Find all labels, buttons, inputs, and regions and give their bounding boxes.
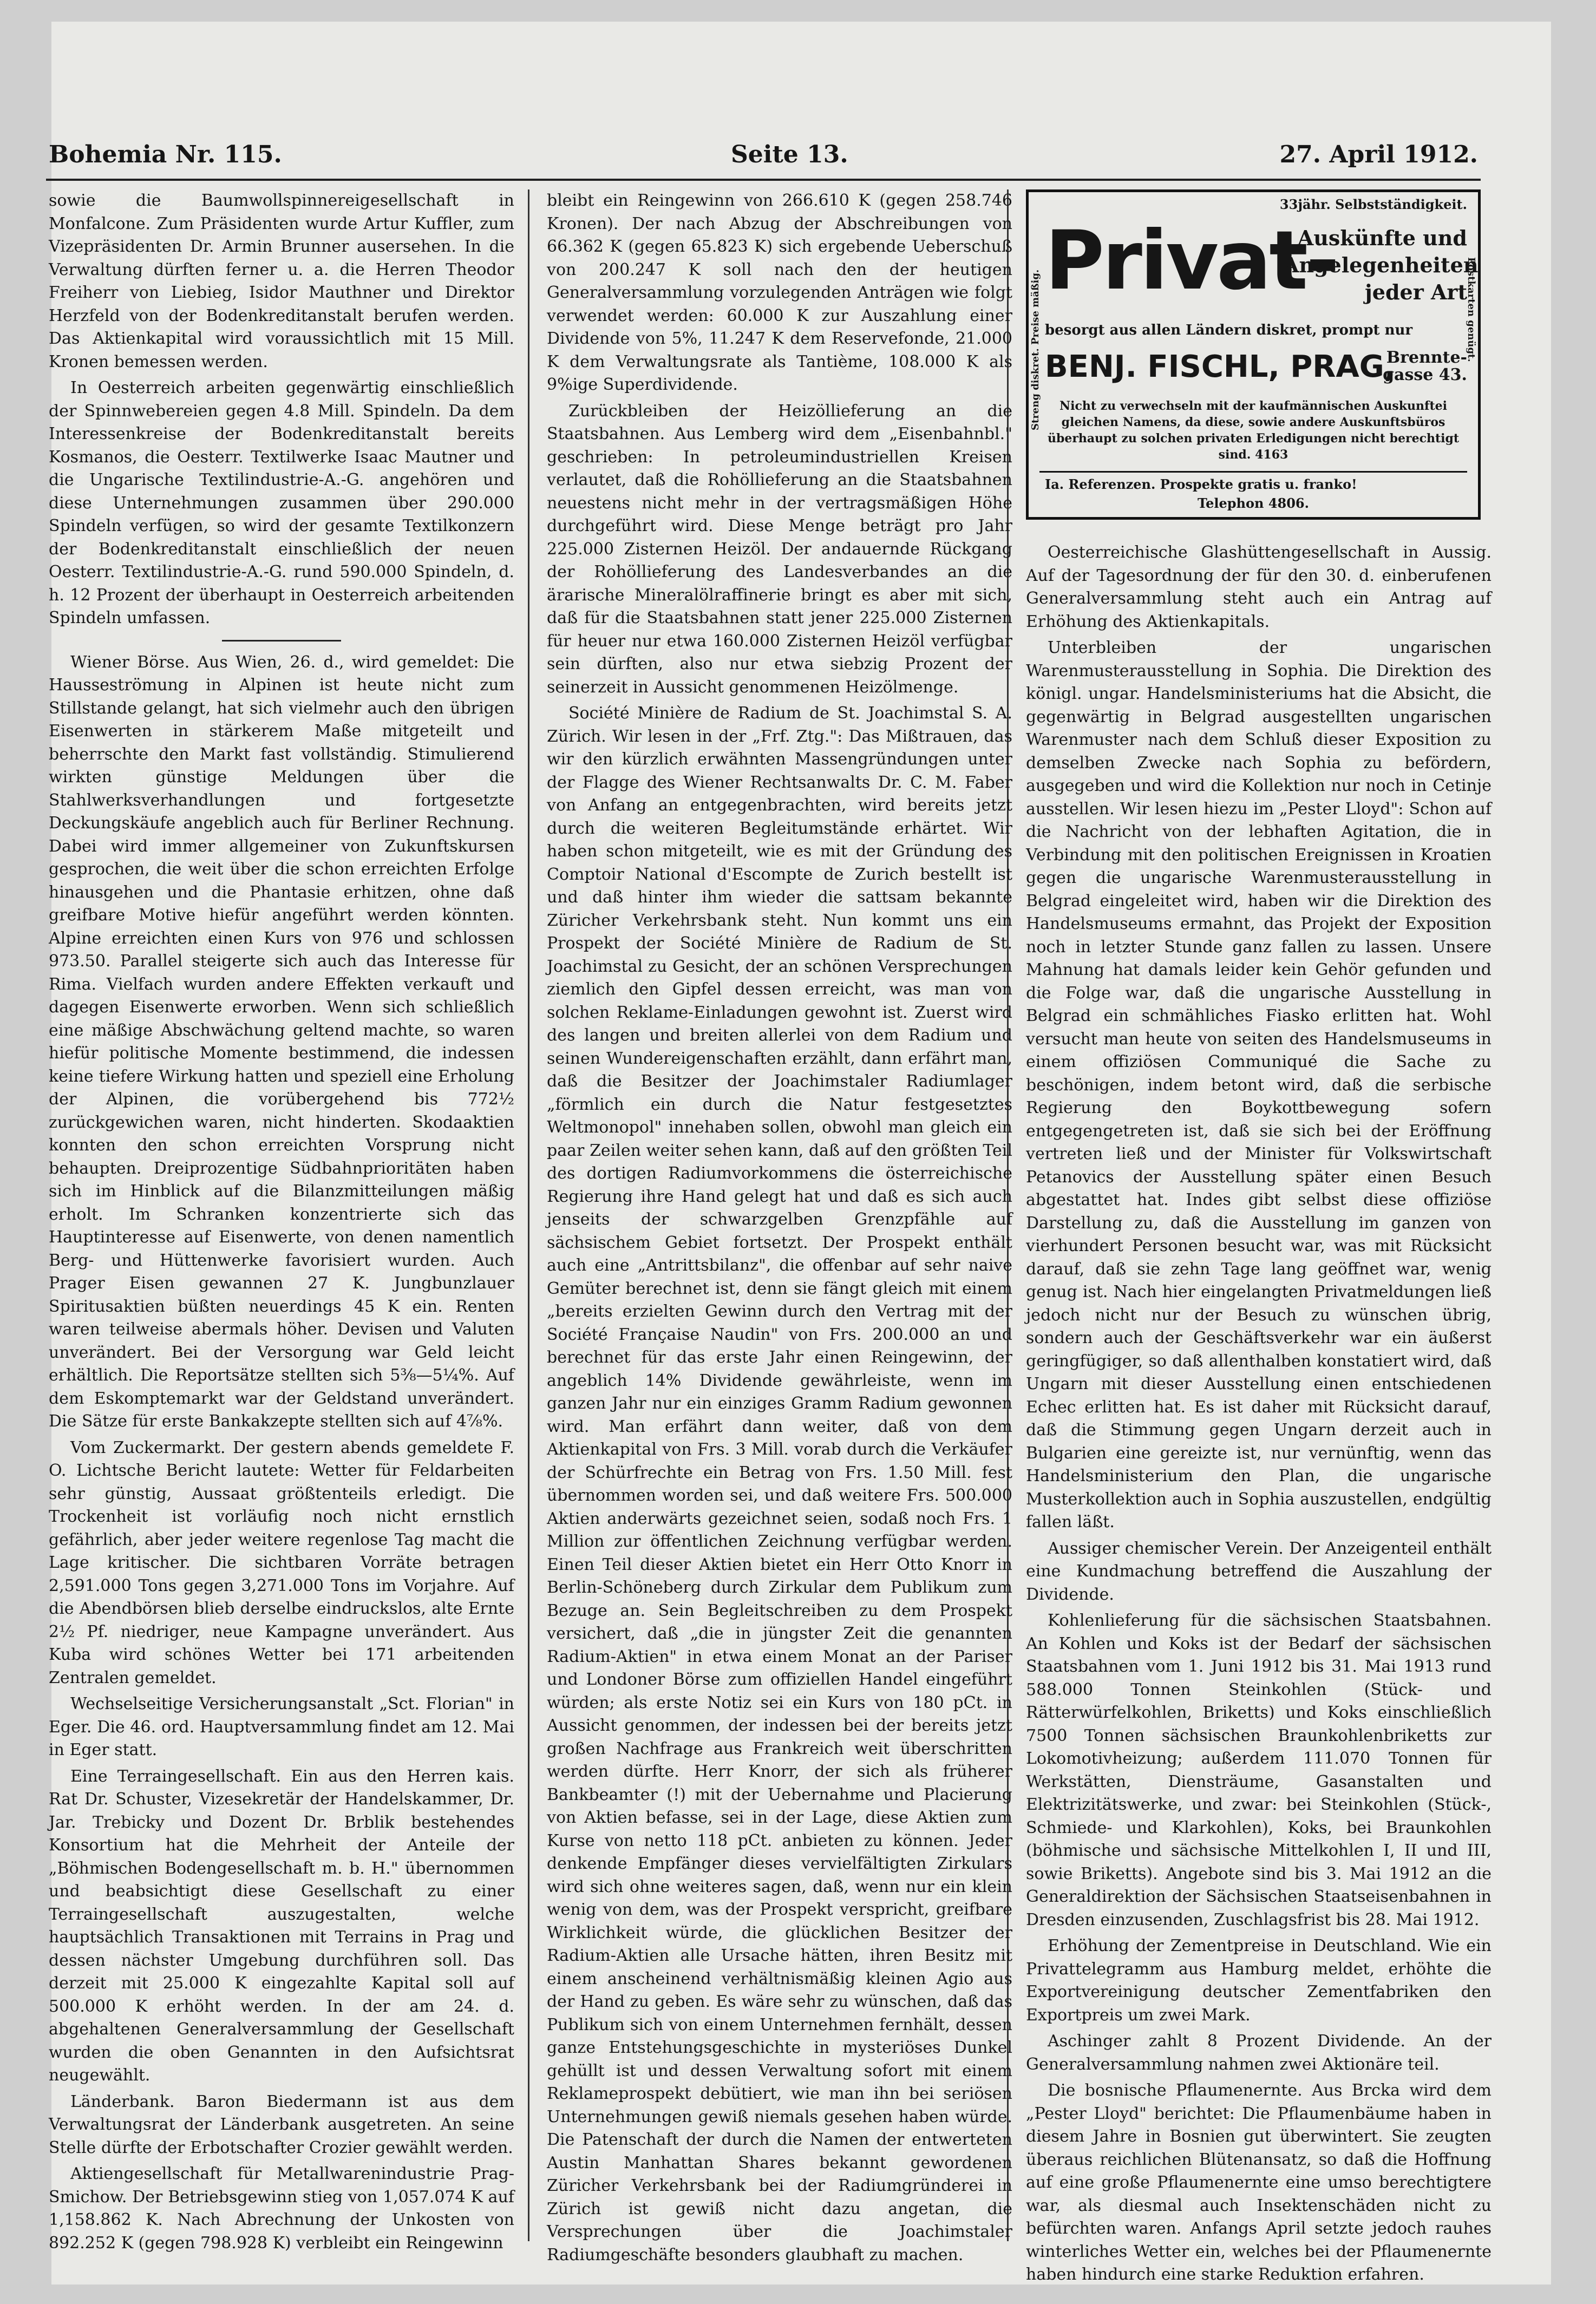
article-chemischer-verein: Aussiger chemischer Verein. Der Anzeigenteil enthält eine Kundmachung betreffend die Auszahlung der Dividende. bbox=[1026, 1539, 1492, 1604]
article-kohlenlieferung: Kohlenlieferung für die sächsischen Staatsbahnen. An Kohlen und Koks ist der Bedarf der sächsischen Staatsbahnen vom 1. Juni 1912 bis 31. Mai 1913 rund 588.000 Tonnen Steinkohlen (Stück- und Rätterwürfelkohlen, Briketts) und Koks einschließlich 7500 Tonnen sächsischen Braunkohlenbriketts zur Lokomotivheizung; außerdem 111.070 Tonnen für Werkstätten, Diensträume, Gasanstalten und Elektrizitätswerke, und zwar: bei Steinkohlen (Stück-, Schmiede- und Klarkohlen), Koks, bei Braunkohlen (böhmische und sächsische Mittelkohlen I, II und III, sowie Briketts). Angebote sind bis 3. Mai 1912 an die Generaldirektion der Sächsischen Staatseisenbahnen in Dresden einzusenden, Zuschlagsfrist bis 28. Mai 1912. bbox=[1026, 1611, 1492, 1929]
ad-side-line: Auskünfte und bbox=[1297, 226, 1467, 250]
publication-name: Bohemia Nr. 115. bbox=[49, 141, 282, 168]
section-separator bbox=[222, 640, 341, 642]
article-laenderbank: Länderbank. Baron Biedermann ist aus dem Verwaltungsrat der Länderbank ausgetreten. An seine Stelle dürfte der Erbotschafter Crozier gewählt werden. bbox=[49, 2092, 514, 2157]
article-zementpreise: Erhöhung der Zementpreise in Deutschland. Wie ein Privattelegramm aus Hamburg meldet, erhöhte die Exportvereinigung deutscher Zementfabriken den Exportpreis um zwei Mark. bbox=[1026, 1936, 1492, 2025]
article-aschinger: Aschinger zahlt 8 Prozent Dividende. An der Generalversammlung nahmen zwei Aktionäre teil. bbox=[1026, 2032, 1492, 2074]
ad-side-text bbox=[1283, 225, 1479, 306]
article-paragraph: In Oesterreich arbeiten gegenwärtig einschließlich der Spinnwebereien gegen 4.8 Mill. Spindeln. Da dem Interessenkreise der Bodenkreditanstalt bereits Kosmanos, die Oesterr. Textilwerke Isaac Mautner und die Ungarische Textilindustrie-A.-G. angehören und diese Unternehmungen zusammen über 290.000 Spindeln verfügen, so wird der gesamte Textilkonzern der Bodenkreditanstalt einschließlich der neuen Oesterr. Textilindustrie-A.-G. rund 590.000 Spindeln, d. h. 12 Prozent der überhaupt in Oesterreich arbeitenden Spindeln umfassen. bbox=[49, 378, 514, 627]
ad-address bbox=[1383, 349, 1467, 384]
article-versicherungsanstalt: Wechselseitige Versicherungsanstalt „Sct. Florian" in Eger. Die 46. ord. Hauptversammlung findet am 12. Mai in Eger statt. bbox=[49, 1694, 514, 1759]
article-paragraph: bleibt ein Reingewinn von 266.610 K (gegen 258.746 Kronen). Der nach Abzug der Abschreibungen von 66.362 K (gegen 65.823 K) sich ergebende Ueberschuß von 200.247 K soll nach den der heutigen Generalversammlung vorzulegenden Anträgen wie folgt verwendet werden: 60.000 K zur Auszahlung einer Dividende von 5%, 11.247 K dem Reservefonde, 21.000 K dem Verwaltungsrate als Tantième, 108.000 K als 9%ige Superdividende. bbox=[547, 191, 1012, 394]
page-number: Seite 13. bbox=[731, 141, 848, 168]
ad-telephone: Telephon 4806. bbox=[1198, 495, 1309, 511]
advertisement-privat bbox=[1026, 189, 1481, 520]
ad-rule bbox=[1039, 471, 1467, 473]
page-header bbox=[49, 135, 1478, 179]
ad-service-line: besorgt aus allen Ländern diskret, prompt nur bbox=[1045, 322, 1413, 338]
ad-address-line: gasse 43. bbox=[1383, 365, 1467, 384]
ad-tagline: 33jähr. Selbstständigkeit. bbox=[1279, 197, 1467, 212]
article-terraingesellschaft: Eine Terraingesellschaft. Ein aus den Herren kais. Rat Dr. Schuster, Vizesekretär der Handelskammer, Dr. Jar. Trebicky und Dozent Dr. Brblik bestehendes Konsortium hat die Mehrheit der Anteile der „Böhmischen Bodengesellschaft m. b. H." übernommen und beabsichtigt diese Gesellschaft zu einer Terraingesellschaft auszugestalten, welche hauptsächlich Transaktionen mit Terrains in Prag und dessen nächster Umgebung durchführen soll. Das derzeit mit 25.000 K eingezahlte Kapital soll auf 500.000 K erhöht werden. In der am 24. d. abgehaltenen Generalversammlung der Gesellschaft wurden die oben Genannten in den Aufsichtsrat neugewählt. bbox=[49, 1766, 514, 2085]
article-glashuetten: Oesterreichische Glashüttengesellschaft in Aussig. Auf der Tagesordnung der für den 30. d. einberufenen Generalversammlung steht auch ein Antrag auf Erhöhung des Aktienkapitals. bbox=[1026, 543, 1492, 631]
column-2 bbox=[547, 189, 1012, 2264]
ad-vertical-text-left: Streng diskret. Preise mäßig. bbox=[1030, 269, 1041, 430]
ad-side-line: jeder Art bbox=[1365, 280, 1467, 304]
column-1 bbox=[49, 189, 514, 2253]
article-pflaumenernte: Die bosnische Pflaumenernte. Aus Brcka wird dem „Pester Lloyd" berichtet: Die Pflaumenbäume haben in diesem Jahre in Bosnien gut überwintert. Sie zeugten überaus reichlichen Blütenansatz, so daß die Hoffnung auf eine große Pflaumenernte eine umso berechtigtere war, als diesmal auch Insektenschäden nicht zu befürchten waren. Anfangs April setzte jedoch rauhes winterliches Wetter ein, welches bei der Pflaumenernte haben hindurch eine starke Reduktion erfahren. bbox=[1026, 2081, 1492, 2284]
ad-side-line: Angelegenheiten bbox=[1283, 253, 1479, 277]
article-heizoellieferung: Zurückbleiben der Heizöllieferung an die Staatsbahnen. Aus Lemberg wird dem „Eisenbahnbl." geschrieben: In petroleumindustriellen Kreisen verlautet, daß die Rohöllieferung an die Staatsbahnen neuestens nicht mehr in der vertragsmäßigen Höhe durchgeführt wird. Diese Menge beträgt pro Jahr 225.000 Zisternen Heizöl. Der andauernde Rückgang der Rohöllieferung des Landesverbandes an die ärarische Mineralölraffinerie bringt es aber mit sich, daß für die Staatsbahnen statt jener 225.000 Zisternen für heuer nur etwa 160.000 Zisternen Heizöl verfügbar sein dürften, also nur etwa siebzig Prozent der seinerzeit in Aussicht genommenen Heizölmenge. bbox=[547, 401, 1012, 697]
ad-references: Ia. Referenzen. Prospekte gratis u. franko! bbox=[1045, 476, 1357, 492]
ad-disclaimer: Nicht zu verwechseln mit der kaufmännischen Auskunftei gleichen Namens, da diese, sowie andere Auskunftsbüros überhaupt zu solchen privaten Erledigungen nicht berechtigt sind. 4163 bbox=[1047, 399, 1460, 462]
ad-address-line: Brennte- bbox=[1386, 348, 1467, 367]
ad-headline: Privat- bbox=[1045, 214, 1338, 308]
ad-vertical-text-right: Postkarten genügt. bbox=[1466, 257, 1477, 362]
header-rule bbox=[46, 179, 1481, 181]
column-3 bbox=[1026, 541, 1492, 2284]
article-warenmusterausstellung: Unterbleiben der ungarischen Warenmusterausstellung in Sophia. Die Direktion des königl. ungar. Handelsministeriums hat die Absicht, die gegenwärtig in Belgrad ausgestellten ungarischen Warenmuster nach dem Schluß dieser Exposition zu demselben Zwecke nach Sophia zu befördern, ausgegeben und wird die Kollektion nur noch in Cetinje ausstellen. Wir lesen hiezu im „Pester Lloyd": Schon auf die Nachricht von der lebhaften Agitation, die in Verbindung mit den politischen Ereignissen in Kroatien gegen die ungarische Warenmusterausstellung in Belgrad eingeleitet wird, haben wir die Direktion des Handelsmuseums ermahnt, das Projekt der Exposition noch in letzter Stunde ganz fallen zu lassen. Unsere Mahnung hat damals leider kein Gehör gefunden und die Folge war, daß die ungarische Ausstellung in Belgrad ein schmähliches Fiasko erlitten hat. Wohl versucht man heute von seiten des Handelsmuseums in einem offiziösen Communiqué die Sache zu beschönigen, indem betont wird, daß die serbische Regierung den Boykottbewegung sofern entgegengetreten ist, daß sie sich bei der Eröffnung vertreten ließ und der Minister für Volkswirtschaft Petanovics der Ausstellung später einen Besuch abgestattet hat. Indes gibt selbst diese offiziöse Darstellung zu, daß die Ausstellung im ganzen von vierhundert Personen besucht war, was mit Rücksicht darauf, daß sie zehn Tage lang geöffnet war, wenig genug ist. Nach hier eingelangten Privatmeldungen ließ jedoch nicht nur der Besuch zu wünschen übrig, sondern auch der Geschäftsverkehr war ein äußerst geringfügiger, so daß allenthalben konstatiert wird, daß Ungarn mit dieser Ausstellung einen entschiedenen Echec erlitten hat. Es ist daher mit Rücksicht darauf, daß die Stimmung gegen Ungarn derzeit auch in Bulgarien eine gereizte ist, nur vernünftig, wenn das Handelsministerium den Plan, die ungarische Musterkollektion auch in Sophia auszustellen, endgültig fallen läßt. bbox=[1026, 638, 1492, 1531]
issue-date: 27. April 1912. bbox=[1279, 141, 1478, 168]
article-metallwarenindustrie: Aktiengesellschaft für Metallwarenindustrie Prag-Smichow. Der Betriebsgewinn stieg von 1,057.074 K auf 1,158.862 K. Nach Abrechnung der Unkosten von 892.252 K (gegen 798.928 K) verbleibt ein Reingewinn bbox=[49, 2164, 514, 2253]
article-radium: Société Minière de Radium de St. Joachimstal S. A. Zürich. Wir lesen in der „Frf. Ztg.": Das Mißtrauen, das wir den kürzlich erwähnten Massengründungen unter der Flagge des Wiener Rechtsanwalts Dr. C. M. Faber von Anfang an entgegenbrachten, wird bereits jetzt durch die weiteren Begleitumstände erhärtet. Wir haben schon mitgeteilt, wie es mit der Gründung des Comptoir National d'Escompte de Zurich bestellt ist und daß hinter ihm wieder die sattsam bekannte Züricher Verkehrsbank steht. Nun kommt uns ein Prospekt der Société Minière de Radium de St. Joachimstal zu Gesicht, der an schönen Versprechungen ziemlich den Gipfel dessen erreicht, was man von solchen Reklame-Einladungen gewohnt ist. Zuerst wird des langen und breiten allerlei von dem Radium und seinen Wundereigenschaften erzählt, dann erfährt man, daß die Besitzer der Joachimstaler Radiumlager „förmlich ein durch die Natur festgesetztes Weltmonopol" innehaben sollen, obwohl man gleich ein paar Zeilen weiter sehen kann, daß auf den größten Teil des dortigen Radiumvorkommens die österreichische Regierung ihre Hand gelegt hat und daß es sich auch jenseits der schwarzgelben Grenzpfähle auf sächsischem Gebiet fortsetzt. Der Prospekt enthält auch eine „Antrittsbilanz", die offenbar auf sehr naive Gemüter berechnet ist, denn sie fängt gleich mit einem „bereits erzielten Gewinn durch den Vertrag mit der Société Française Naudin" von Frs. 200.000 an und berechnet für das erste Jahr einen Reingewinn, der angeblich 14% Dividende gewährleiste, wenn im ganzen Jahr nur ein einziges Gramm Radium gewonnen wird. Man erfährt dann weiter, daß von dem Aktienkapital von Frs. 3 Mill. vorab durch die Verkäufer der Schürfrechte ein Betrag von Frs. 1.50 Mill. fest übernommen worden sei, und daß weitere Frs. 500.000 Aktien anderwärts gezeichnet seien, sodaß noch Frs. 1 Million zur öffentlichen Zeichnung verfügbar werden. Einen Teil dieser Aktien bietet ein Herr Otto Knorr in Berlin-Schöneberg durch Zirkular dem Publikum zum Bezuge an. Sein Begleitschreiben zu dem Prospekt versichert, daß „die in jüngster Zeit die genannten Radium-Aktien" in etwa einem Monat an der Pariser und Londoner Börse zum offiziellen Handel eingeführt würden; als erste Notiz sei ein Kurs von 180 pCt. in Aussicht genommen, der indessen bei der bereits jetzt großen Nachfrage aus Frankreich weit überschritten werden dürfte. Herr Knorr, der sich als früherer Bankbeamter (!) mit der Uebernahme und Placierung von Aktien befasse, sei in der Lage, diese Aktien zum Kurse von netto 118 pCt. anbieten zu können. Jeder denkende Empfänger dieses vervielfältigten Zirkulars wird sich ohne weiteres sagen, daß, wenn nur ein klein wenig von dem, was der Prospekt verspricht, greifbare Wirklichkeit würde, die glücklichen Besitzer der Radium-Aktien alle Ursache hätten, ihren Besitz mit einem anscheinend verhältnismäßig kleinen Agio aus der Hand zu geben. Es wäre sehr zu wünschen, daß das Publikum sich von einem Unternehmen fernhält, dessen ganze Entstehungsgeschichte in mysteriöses Dunkel gehüllt ist und dessen Verwaltung sofort mit einem Reklameprospekt debütiert, wie man ihn bei seriösen Unternehmungen gewiß niemals gesehen haben würde. Die Patenschaft der durch die Namen der entwerteten Austin Manhattan Shares bekannt gewordenen Züricher Verkehrsbank bei der Radiumgründerei in Zürich ist gewiß nicht dazu angetan, die Versprechungen über die Joachimstaler Radiumgeschäfte besonders glaubhaft zu machen. bbox=[547, 704, 1012, 2264]
article-wiener-boerse: Wiener Börse. Aus Wien, 26. d., wird gemeldet: Die Hausseströmung in Alpinen ist heute nicht zum Stillstande gelangt, hat sich vielmehr auch den übrigen Eisenwerten in stärkerem Maße mitgeteilt und beherrschte den Markt fast vollständig. Stimulierend wirkten günstige Meldungen über die Stahlwerksverhandlungen und fortgesetzte Deckungskäufe angeblich auch für Berliner Rechnung. Dabei wird immer allgemeiner von Zukunftskursen gesprochen, die weit über die schon erreichten Erfolge hinausgehen und die Phantasie erhitzen, ohne daß greifbare Motive hiefür angeführt werden könnten. Alpine erreichten einen Kurs von 976 und schlossen 973.50. Parallel steigerte sich auch das Interesse für Rima. Vielfach wurden andere Effekten verkauft und dagegen Eisenwerte erworben. Wenn sich schließlich eine mäßige Abschwächung geltend machte, so waren hiefür politische Momente bestimmend, die indessen keine tiefere Wirkung hatten und speziell eine Erholung der Alpinen, die vorübergehend bis 772½ zurückgewichen waren, nicht hinderten. Skodaaktien konnten den schon erreichten Vorsprung nicht behaupten. Dreiprozentige Südbahnprioritäten haben sich im Hinblick auf die Bilanzmitteilungen mäßig erholt. Im Schranken konzentrierte sich das Hauptinteresse auf Eisenwerte, von denen namentlich Berg- und Hüttenwerke favorisiert wurden. Auch Prager Eisen gewannen 27 K. Jungbunzlauer Spiritusaktien büßten neuerdings 45 K ein. Renten waren teilweise abermals höher. Devisen und Valuten unverändert. Bei der Versorgung war Geld leicht erhältlich. Die Reportsätze stellten sich 5⅜—5¼%. Auf dem Eskomptemarkt war der Geldstand unverändert. Die Sätze für erste Bankakzepte stellten sich auf 4⅞%. bbox=[49, 652, 514, 1431]
ad-company-name: BENJ. FISCHL, PRAG, bbox=[1045, 349, 1396, 384]
column-divider bbox=[528, 189, 529, 2241]
article-paragraph: sowie die Baumwollspinnereigesellschaft in Monfalcone. Zum Präsidenten wurde Artur Kuffler, zum Vizepräsidenten Dr. Armin Brunner ausersehen. In die Verwaltung dürften ferner u. a. die Herren Theodor Freiherr von Liebieg, Isidor Mauthner und Direktor Herzfeld von der Bodenkreditanstalt berufen werden. Das Aktienkapital wird voraussichtlich mit 15 Mill. Kronen bemessen werden. bbox=[49, 191, 514, 371]
article-zuckermarkt: Vom Zuckermarkt. Der gestern abends gemeldete F. O. Lichtsche Bericht lautete: Wetter für Feldarbeiten sehr günstig, Aussaat größtenteils erledigt. Die Trockenheit ist vorläufig noch nicht ernstlich gefährlich, aber jeder weitere regenlose Tag macht die Lage kritischer. Die sichtbaren Vorräte betragen 2,591.000 Tons gegen 3,271.000 Tons im Vorjahre. Auf die Abendbörsen blieb derselbe eindruckslos, alte Ernte 2½ Pf. niedriger, neue Kampagne unverändert. Aus Kuba wird schönes Wetter bei 171 arbeitenden Zentralen gemeldet. bbox=[49, 1438, 514, 1687]
